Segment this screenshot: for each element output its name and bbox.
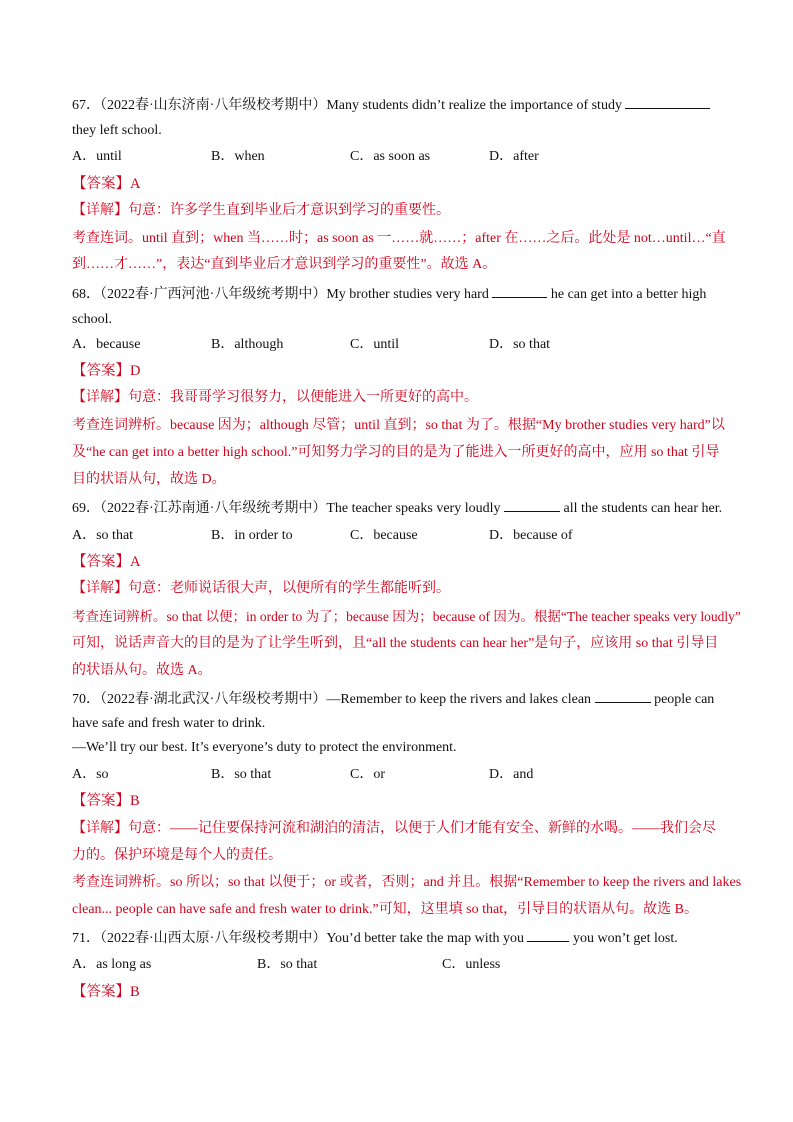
answer-line: 【答案】D [72,363,141,379]
detail-analysis: 可知，说话声音大的目的是为了让学生听到，且“all the students can hear her”是句子，应该用 so that 引导目 [72,636,719,651]
option-b: B．so that [211,767,272,782]
option-a: A．so that [72,528,134,543]
answer-blank [504,499,560,512]
option-d: D．so that [489,337,551,352]
question-68-stem: 68．（2022春·广西河池·八年级统考期中）My brother studies very hard he can get into a better high [72,287,707,302]
detail-meaning-line2: 力的。保护环境是每个人的责任。 [72,848,282,863]
question-69-stem: 69．（2022春·江苏南通·八年级统考期中）The teacher speaks very loudly all the students can hear her. [72,501,723,516]
option-d: D．because of [489,528,573,543]
option-c: C．or [350,767,385,782]
option-b: B．although [211,337,284,352]
question-67-stem-line2: they left school. [72,123,162,138]
detail-analysis: 考查连词辨析。because 因为；although 尽管；until 直到；so that 为了。根据“My brother studies very hard”以 [72,418,725,433]
option-a: A．until [72,149,122,164]
detail-analysis: 考查连词辨析。so that 以便；in order to 为了；because 因为；because of 因为。根据“The teacher speaks very loudly” [72,609,741,624]
option-b: B．so that [257,957,318,972]
detail-analysis: 考查连词辨析。so 所以；so that 以便于；or 或者，否则；and 并且。根据“Remember to keep the rivers and lakes [72,875,742,890]
detail-analysis: clean... people can have safe and fresh water to drink.”可知，这里填 so that，引导目的状语从句。故选 B。 [72,902,698,917]
answer-line: 【答案】A [72,554,141,570]
question-70-stem: 70．（2022春·湖北武汉·八年级校考期中）—Remember to keep the rivers and lakes clean people can [72,692,715,707]
option-b: B．when [211,149,265,164]
option-b: B．in order to [211,528,293,543]
question-68-stem-line2: school. [72,312,113,327]
option-d: D．after [489,149,539,164]
question-70-stem-line3: —We’ll try our best. It’s everyone’s duty to protect the environment. [72,740,457,755]
detail-meaning: 【详解】句意：我哥哥学习很努力，以便能进入一所更好的高中。 [72,390,478,405]
option-c: C．unless [442,957,501,972]
option-a: A．as long as [72,957,152,972]
detail-meaning: 【详解】句意：许多学生直到毕业后才意识到学习的重要性。 [72,203,450,218]
question-71-stem: 71．（2022春·山西太原·八年级校考期中）You’d better take the map with you you won’t get lost. [72,931,678,946]
detail-analysis: 到……才……”，表达“直到毕业后才意识到学习的重要性”。故选 A。 [72,257,497,272]
answer-blank [595,690,651,703]
detail-analysis: 的状语从句。故选 A。 [72,663,212,678]
detail-analysis: 及“he can get into a better high school.”可知努力学习的目的是为了能进入一所更好的高中，应用 so that 引导 [72,445,720,460]
option-c: C．because [350,528,418,543]
answer-line: 【答案】A [72,176,141,192]
detail-analysis: 目的状语从句，故选 D。 [72,472,226,487]
answer-line: 【答案】B [72,984,140,1000]
answer-blank [625,96,710,109]
answer-line: 【答案】B [72,793,140,809]
detail-meaning: 【详解】句意：——记住要保持河流和湖泊的清洁，以便于人们才能有安全、新鲜的水喝。——我们会尽 [72,821,716,836]
question-67-stem: 67．（2022春·山东济南·八年级校考期中）Many students didn’t realize the importance of study [72,96,710,115]
option-c: C．as soon as [350,149,431,164]
question-70-stem-line2: have safe and fresh water to drink. [72,716,266,731]
answer-blank [527,929,569,942]
detail-analysis: 考查连词。until 直到；when 当……时；as soon as 一……就……；after 在……之后。此处是 not…until…“直 [72,231,726,246]
option-a: A．because [72,337,141,352]
option-a: A．so [72,767,109,782]
option-d: D．and [489,767,534,782]
detail-meaning: 【详解】句意：老师说话很大声，以便所有的学生都能听到。 [72,581,450,596]
answer-blank [492,285,547,298]
option-c: C．until [350,337,400,352]
